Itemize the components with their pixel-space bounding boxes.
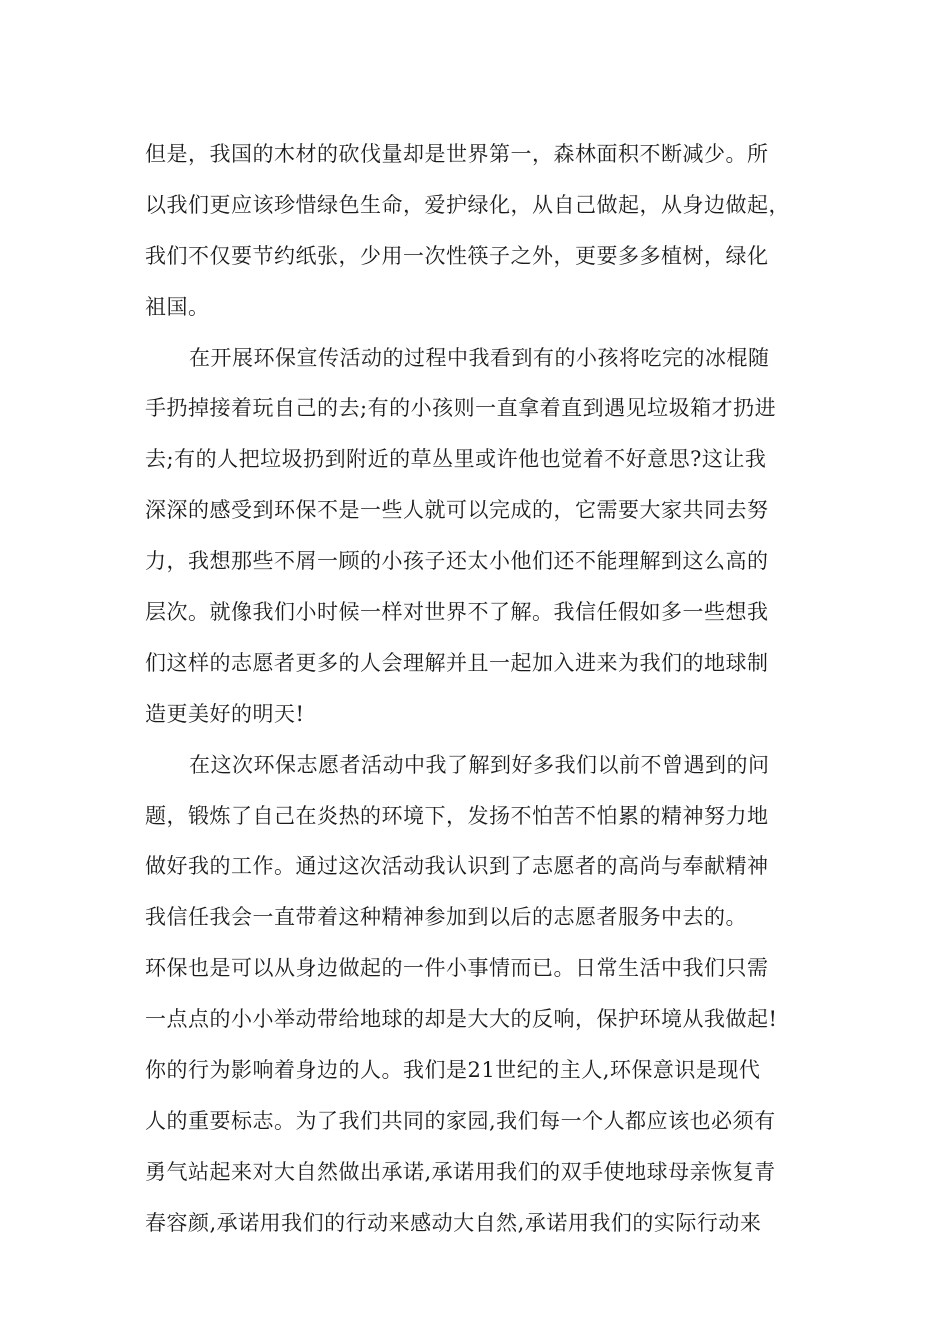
- text-line: 做好我的工作。通过这次活动我认识到了志愿者的高尚与奉献精神: [145, 854, 769, 879]
- text-line: 但是，我国的木材的砍伐量却是世界第一，森林面积不断减少。所: [145, 142, 769, 166]
- text-line: 题，锻炼了自己在炎热的环境下，发扬不怕苦不怕累的精神努力地: [145, 803, 769, 828]
- text-line: 春容颜,承诺用我们的行动来感动大自然,承诺用我们的实际行动来: [145, 1210, 762, 1235]
- text-line: 力，我想那些不屑一顾的小孩子还太小他们还不能理解到这么高的: [145, 549, 769, 574]
- text-line: 层次。就像我们小时候一样对世界不了解。我信任假如多一些想我: [145, 600, 769, 625]
- paragraph-1: [145, 129, 815, 333]
- text-line: 一点点的小小举动带给地球的却是大大的反响，保护环境从我做起!: [145, 1007, 778, 1032]
- text-line: 勇气站起来对大自然做出承诺,承诺用我们的双手使地球母亲恢复青: [145, 1159, 776, 1184]
- text-line: 深深的感受到环保不是一些人就可以完成的，它需要大家共同去努: [145, 498, 769, 523]
- text-line: 祖国。: [145, 294, 210, 319]
- text-line: 手扔掉接着玩自己的去;有的小孩则一直拿着直到遇见垃圾箱才扔进: [145, 396, 777, 421]
- text-line: 们这样的志愿者更多的人会理解并且一起加入进来为我们的地球制: [145, 650, 769, 675]
- text-line: 我信任我会一直带着这种精神参加到以后的志愿者服务中去的。: [145, 905, 747, 930]
- text-line: 你的行为影响着身边的人。我们是21世纪的主人,环保意识是现代: [145, 1058, 761, 1083]
- paragraph-2: [145, 333, 815, 740]
- text-line: 去;有的人把垃圾扔到附近的草丛里或许他也觉着不好意思?这让我: [145, 447, 767, 472]
- paragraph-3: [145, 740, 815, 944]
- text-line: 造更美好的明天!: [145, 701, 305, 726]
- text-line: 在这次环保志愿者活动中我了解到好多我们以前不曾遇到的问: [189, 752, 770, 777]
- text-line: 我们不仅要节约纸张，少用一次性筷子之外，更要多多植树，绿化: [145, 243, 769, 268]
- text-line: 以我们更应该珍惜绿色生命，爱护绿化，从自己做起，从身边做起，: [145, 192, 790, 217]
- text-line: 在开展环保宣传活动的过程中我看到有的小孩将吃完的冰棍随: [189, 345, 770, 370]
- text-line: 人的重要标志。为了我们共同的家园,我们每一个人都应该也必须有: [145, 1108, 776, 1133]
- document-body: [145, 129, 815, 1249]
- text-line: 环保也是可以从身边做起的一件小事情而已。日常生活中我们只需: [145, 956, 769, 981]
- paragraph-4: [145, 943, 815, 1248]
